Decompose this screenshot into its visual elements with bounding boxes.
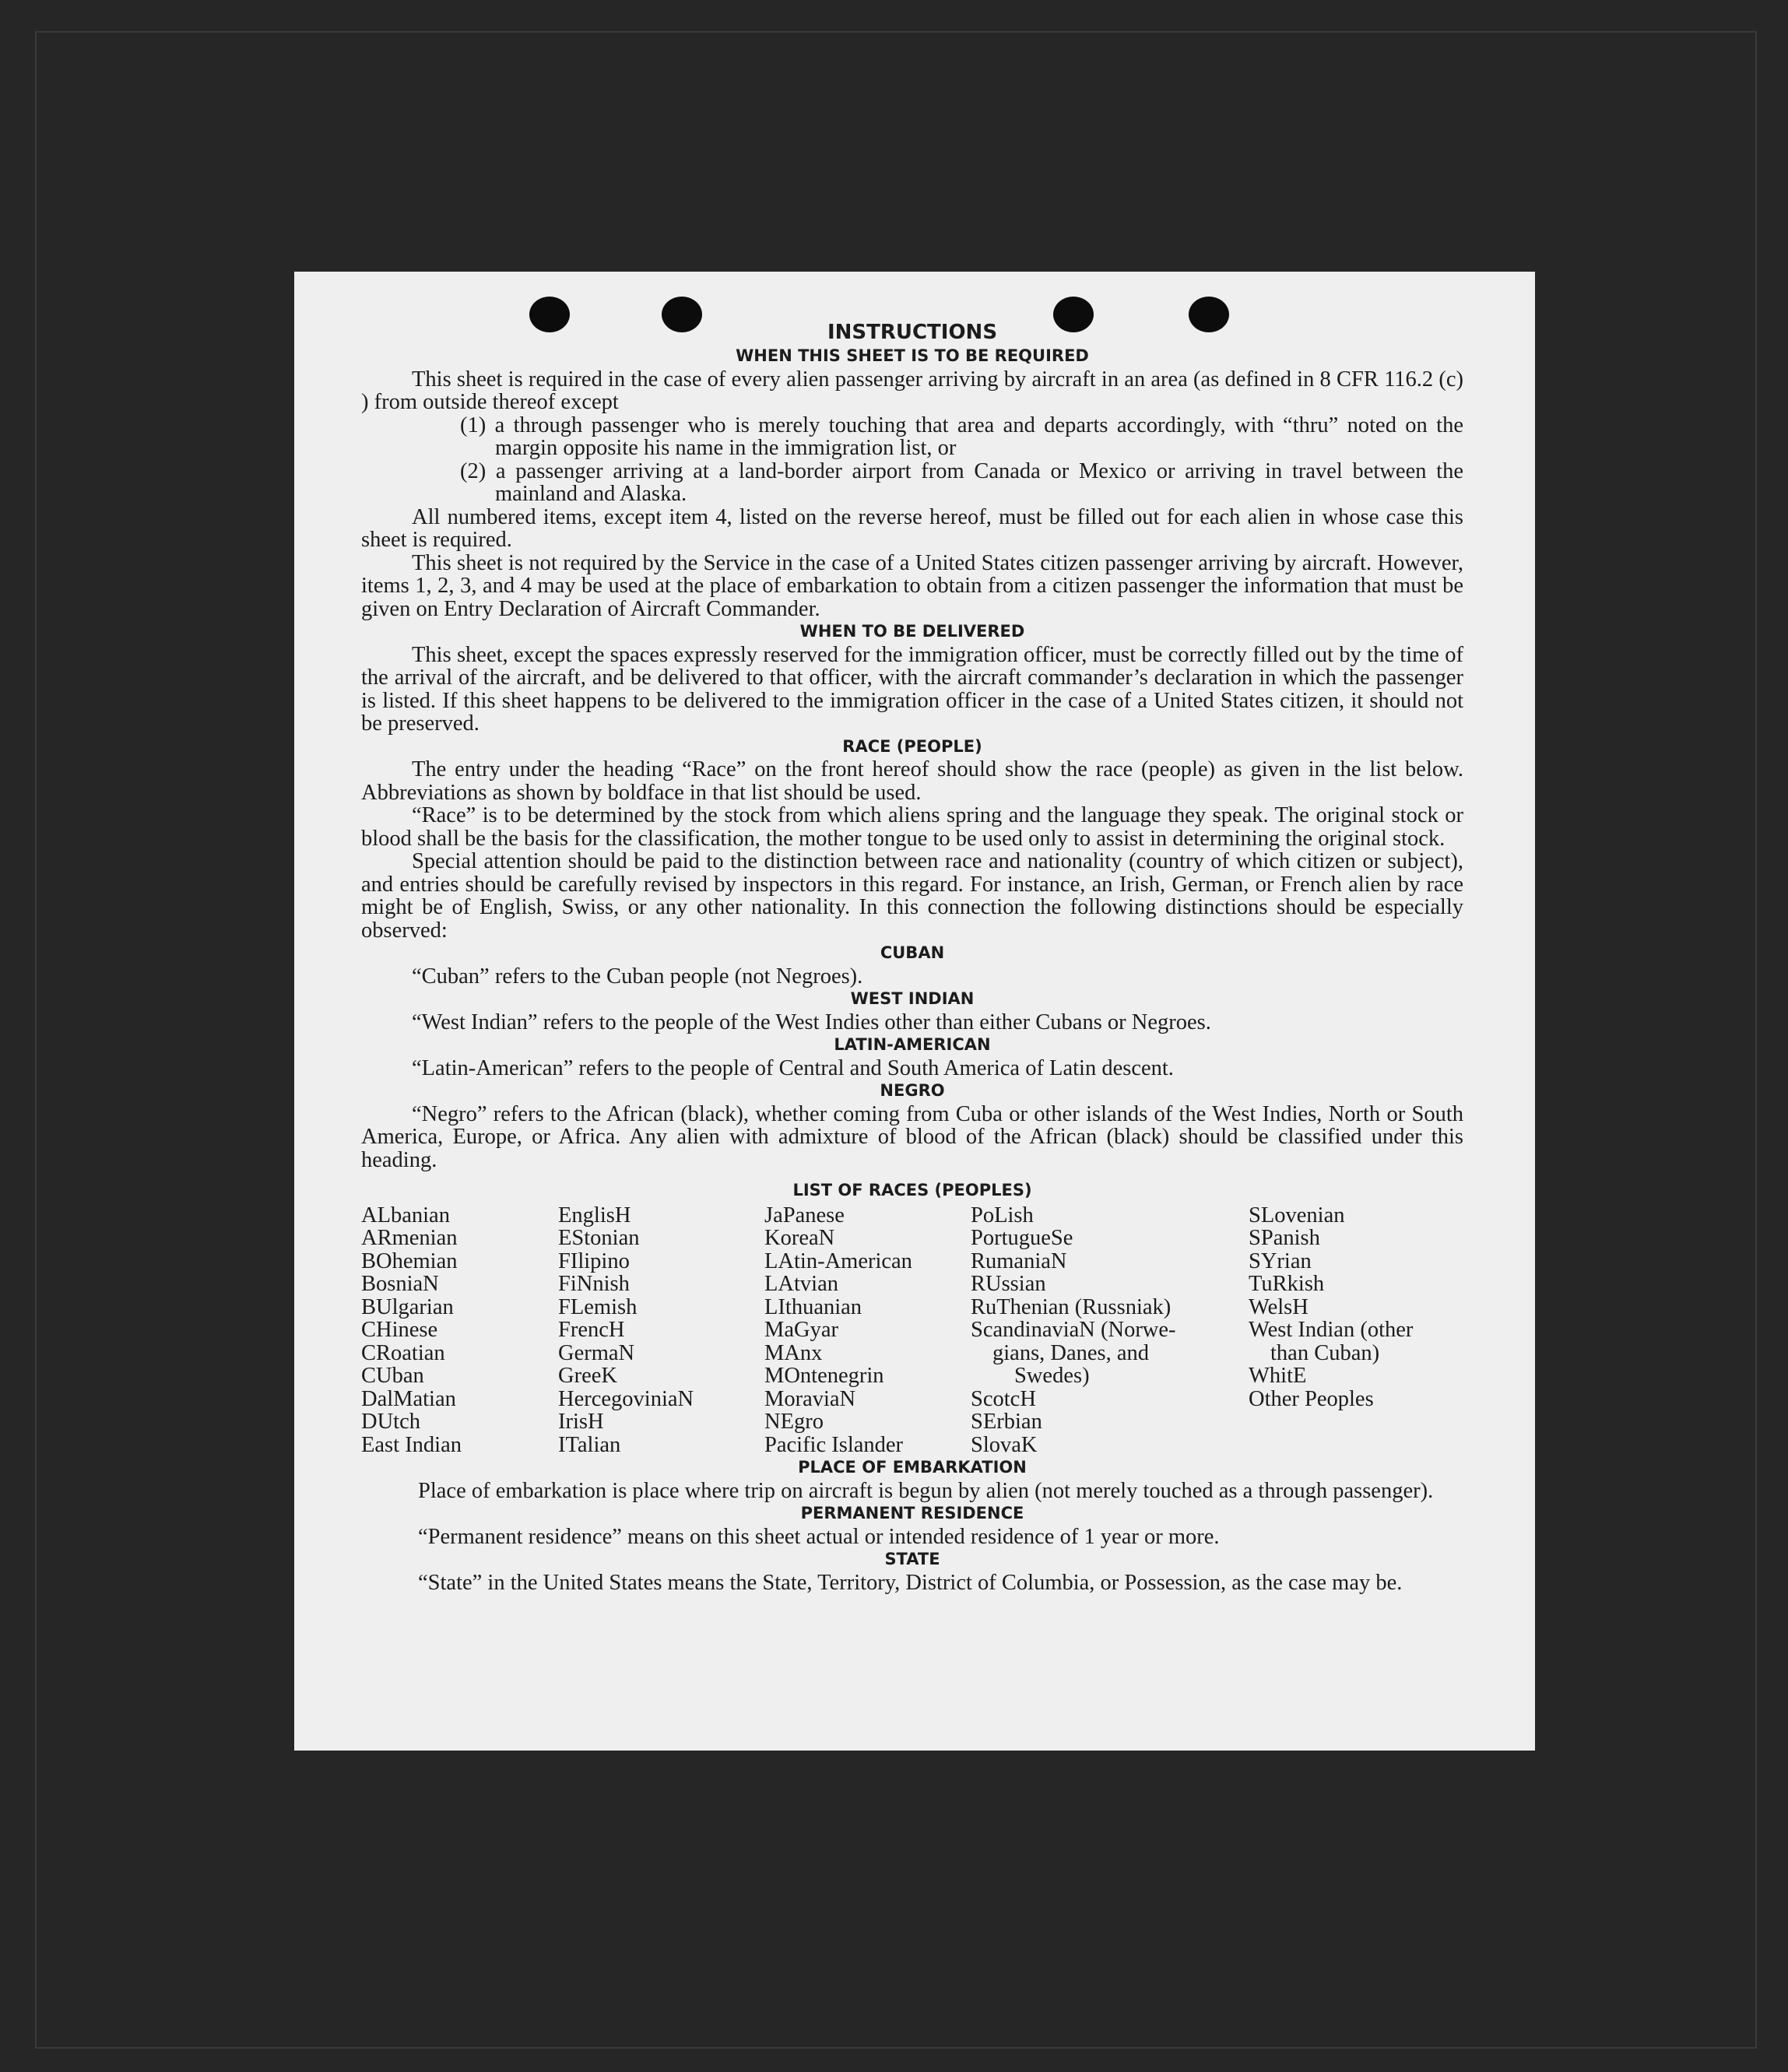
race-item: EnglisH [558, 1203, 631, 1227]
race-item: KoreaN [764, 1226, 835, 1250]
race-item: RumaniaN [971, 1248, 1067, 1273]
paragraph: Special attention should be paid to the distinction between race and nationality (country of which citizen or subject), and entries should be carefully revised by inspectors in this regard. For instance, an Irish, German, or French alien by race might be of English, Swiss, or any other nationality. In this connection the following distinctions should be especially observed: [361, 849, 1463, 943]
race-item: BUlgarian [361, 1294, 454, 1319]
paragraph: The entry under the heading “Race” on the front hereof should show the race (people) as given in the list below. Abbreviations as shown by boldface in that list should be used. [361, 757, 1463, 805]
race-item: LAtin-American [764, 1248, 912, 1273]
race-item: SYrian [1249, 1248, 1312, 1273]
race-item-continued: Swedes) [1014, 1364, 1090, 1388]
race-item-continued: than Cuban) [1270, 1340, 1380, 1365]
paragraph: “West Indian” refers to the people of the West Indies other than either Cubans or Negroes. [412, 1010, 1211, 1034]
race-item: LIthuanian [764, 1294, 862, 1319]
section-heading: PERMANENT RESIDENCE [800, 1504, 1024, 1522]
race-item: FIlipino [558, 1248, 630, 1273]
punch-hole [662, 297, 702, 332]
race-item: DUtch [361, 1410, 420, 1434]
race-item: Other Peoples [1249, 1386, 1374, 1411]
race-item: SPanish [1249, 1226, 1320, 1250]
subsection-heading: NEGRO [880, 1081, 945, 1100]
race-item: CRoatian [361, 1340, 445, 1365]
race-item: FrencH [558, 1318, 625, 1342]
subsection-heading: CUBAN [880, 943, 945, 962]
paragraph: “Race” is to be determined by the stock from which aliens spring and the language they speak. The original stock or blood shall be the basis for the classification, the mother tongue to be used only to assist in determining the original stock. [361, 803, 1463, 851]
race-item: RUssian [971, 1272, 1046, 1296]
race-item: ITalian [558, 1432, 621, 1457]
race-item: ScotcH [971, 1386, 1036, 1411]
race-item: GreeK [558, 1364, 617, 1388]
race-item: HercegoviniaN [558, 1386, 694, 1411]
section-heading: STATE [884, 1550, 940, 1568]
paragraph: “Cuban” refers to the Cuban people (not Negroes). [412, 964, 863, 989]
race-item: DalMatian [361, 1386, 456, 1411]
race-item-continued: gians, Danes, and [992, 1340, 1150, 1365]
race-item: ALbanian [361, 1203, 450, 1227]
race-item: TuRkish [1249, 1272, 1325, 1296]
race-item: WhitE [1249, 1364, 1307, 1388]
race-item: ScandinaviaN (Norwe- [971, 1318, 1176, 1342]
race-item: ARmenian [361, 1226, 458, 1250]
race-item: Pacific Islander [764, 1432, 904, 1457]
race-list [361, 1204, 1463, 1457]
race-item: PortugueSe [971, 1226, 1073, 1250]
race-column-5 [1249, 1204, 1451, 1457]
race-item: EStonian [558, 1226, 640, 1250]
race-item: SErbian [971, 1410, 1042, 1434]
punch-hole [1189, 297, 1229, 332]
race-item: MOntenegrin [764, 1364, 884, 1388]
race-item: East Indian [361, 1432, 462, 1457]
paragraph: This sheet, except the spaces expressly reserved for the immigration officer, must be correctly filled out by the time of the arrival of the aircraft, and be delivered to that officer, with the aircraft commander’s declaration in which the passenger is listed. If this sheet happens to be delivered to the immigration officer in the case of a United States citizen, it should not be preserved. [361, 642, 1463, 736]
page-title: INSTRUCTIONS [827, 321, 998, 344]
race-item: MoraviaN [764, 1386, 856, 1411]
paragraph: “State” in the United States means the State, Territory, District of Columbia, or Possession, as the case may be. [418, 1570, 1403, 1595]
race-column-3 [764, 1204, 971, 1457]
race-item: LAtvian [764, 1272, 838, 1296]
subsection-heading: LATIN-AMERICAN [834, 1035, 991, 1054]
list-item: (1) a through passenger who is merely touching that area and departs accordingly, with “thru” noted on the margin opposite his name in the immigration list, or [460, 413, 1463, 460]
race-item: NEgro [764, 1410, 824, 1434]
race-item: WelsH [1249, 1294, 1309, 1319]
race-item: GermaN [558, 1340, 635, 1365]
paragraph: “Latin-American” refers to the people of Central and South America of Latin descent. [412, 1055, 1174, 1080]
paragraph: This sheet is required in the case of every alien passenger arriving by aircraft in an area (as defined in 8 CFR 116.2 (c) ) from outside thereof except [361, 367, 1463, 414]
race-column-4 [971, 1204, 1249, 1457]
race-column-2 [558, 1204, 764, 1457]
race-item: SLovenian [1249, 1203, 1345, 1227]
race-item: BosniaN [361, 1272, 439, 1296]
race-column-1 [361, 1204, 558, 1457]
section-heading: WHEN THIS SHEET IS TO BE REQUIRED [736, 346, 1089, 365]
race-item: PoLish [971, 1203, 1034, 1227]
section-heading: WHEN TO BE DELIVERED [799, 622, 1025, 641]
race-item: FLemish [558, 1294, 638, 1319]
race-item: MaGyar [764, 1318, 838, 1342]
race-item: CUban [361, 1364, 424, 1388]
race-item: MAnx [764, 1340, 823, 1365]
subsection-heading: WEST INDIAN [850, 989, 975, 1008]
race-item: BOhemian [361, 1248, 458, 1273]
race-item: IrisH [558, 1410, 604, 1434]
race-item: SlovaK [971, 1432, 1038, 1457]
paragraph: This sheet is not required by the Service in the case of a United States citizen passenger arriving by aircraft. However, items 1, 2, 3, and 4 may be used at the place of embarkation to obtain from a citizen passenger the information that must be given on Entry Declaration of Aircraft Commander. [361, 550, 1463, 621]
punch-hole [529, 297, 570, 332]
race-item: FiNnish [558, 1272, 630, 1296]
section-heading: PLACE OF EMBARKATION [798, 1458, 1027, 1477]
paragraph: All numbered items, except item 4, listed on the reverse hereof, must be filled out for each alien in whose case this sheet is required. [361, 504, 1463, 552]
punch-hole [1053, 297, 1094, 332]
list-heading: LIST OF RACES (PEOPLES) [792, 1181, 1032, 1199]
instruction-sheet [294, 272, 1535, 1751]
paragraph: “Negro” refers to the African (black), whether coming from Cuba or other islands of the West Indies, North or South America, Europe, or Africa. Any alien with admixture of blood of the African (black) should be classified under this heading. [361, 1101, 1463, 1172]
race-item: JaPanese [764, 1203, 845, 1227]
race-item: CHinese [361, 1318, 438, 1342]
paragraph: Place of embarkation is place where trip on aircraft is begun by alien (not merely touched as a through passenger). [418, 1478, 1434, 1503]
section-heading: RACE (PEOPLE) [842, 736, 982, 756]
race-item: West Indian (other [1249, 1318, 1414, 1342]
list-item: (2) a passenger arriving at a land-border airport from Canada or Mexico or arriving in travel between the mainland and Alaska. [460, 458, 1463, 506]
race-item: RuThenian (Russniak) [971, 1294, 1172, 1319]
paragraph: “Permanent residence” means on this sheet actual or intended residence of 1 year or more. [418, 1524, 1220, 1549]
